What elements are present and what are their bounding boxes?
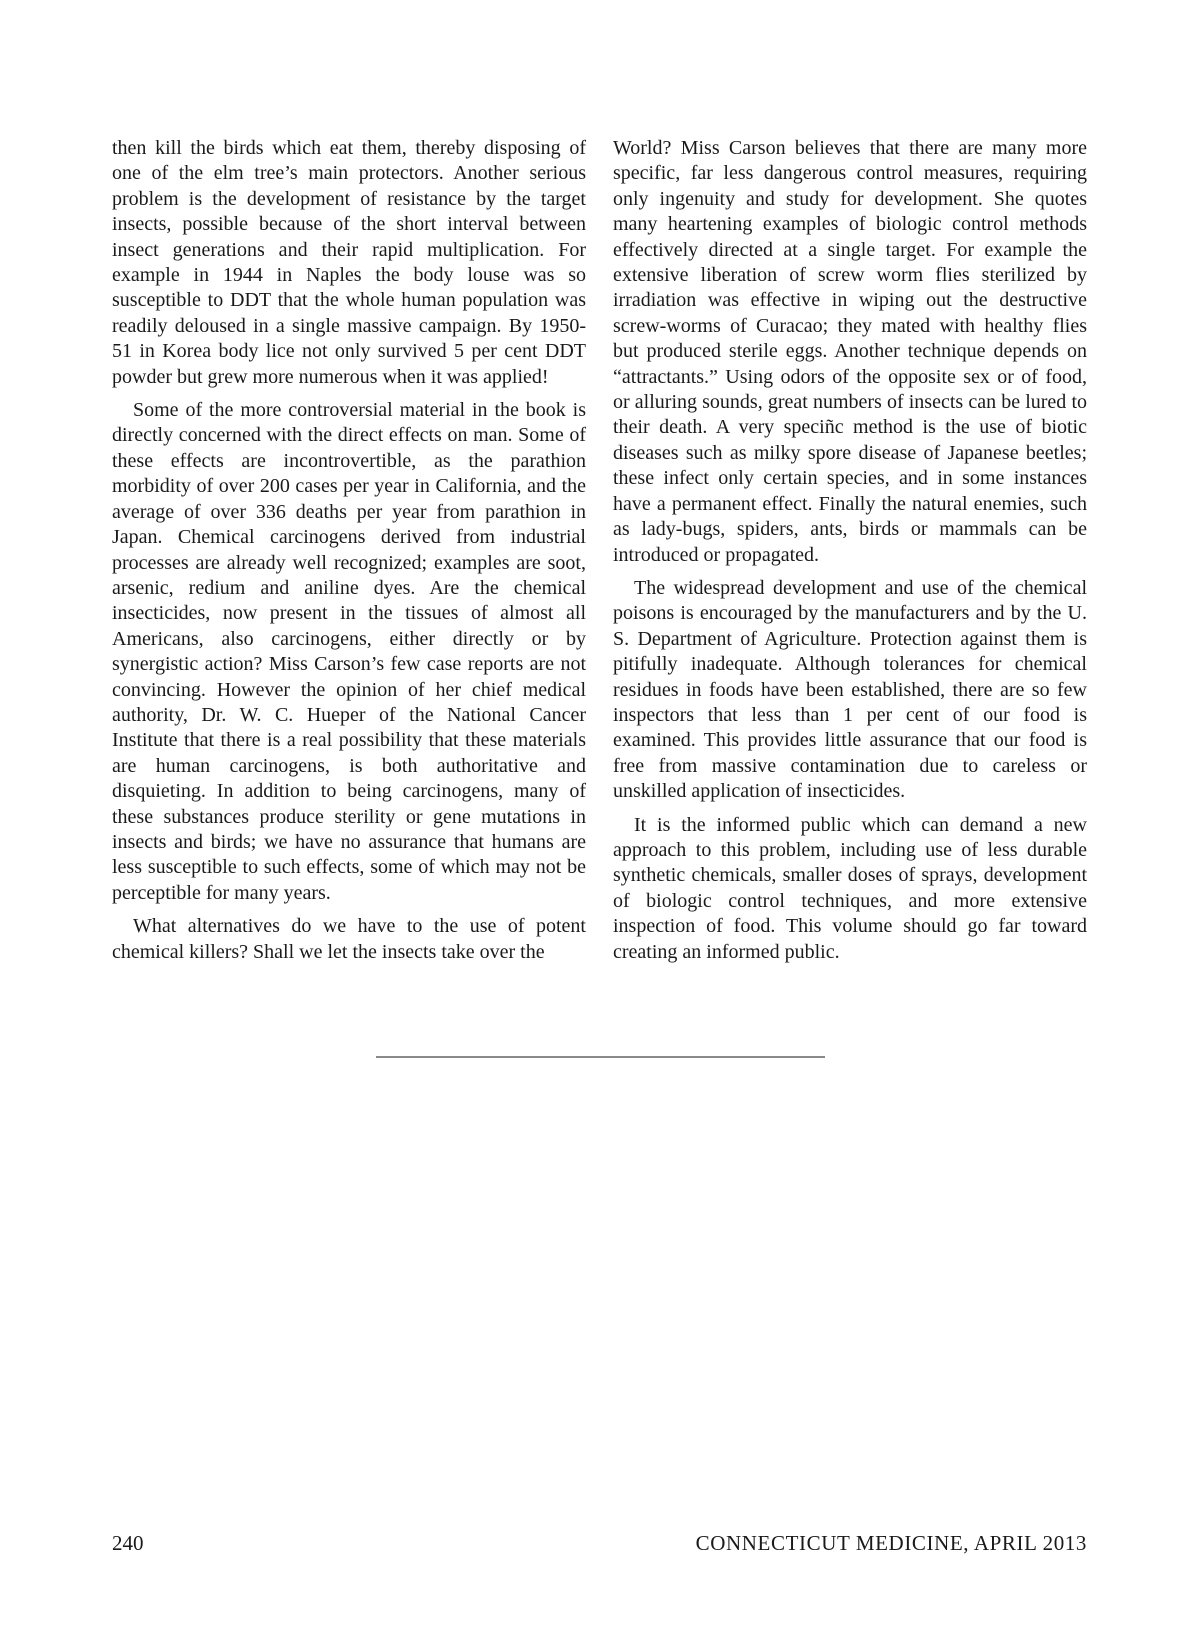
- right-text-column: [613, 136, 1087, 973]
- paragraph: Some of the more controversial material in the book is directly concerned with the direct effects on man. Some of these effects are incontrovertible, as the parathion morbidity of over 200 cases per year in California, and the average of over 336 deaths per year from parathion in Japan. Chemical carcinogens derived from industrial processes are already well recognized; examples are soot, arsenic, redium and aniline dyes. Are the chemical insecticides, now present in the tissues of almost all Americans, also carcinogens, either directly or by synergistic action? Miss Carson’s few case reports are not convincing. However the opinion of her chief medical authority, Dr. W. C. Hueper of the National Cancer Institute that there is a real possibility that these materials are human carcinogens, is both authoritative and disquieting. In addition to being carcinogens, many of these substances produce sterility or gene mutations in insects and birds; we have no assurance that humans are less susceptible to such effects, some of which may not be perceptible for many years.: [112, 399, 586, 904]
- paragraph: The widespread development and use of the chemical poisons is encouraged by the manufacturers and by the U. S. Department of Agriculture. Protection against them is pitifully inadequate. Although tolerances for chemical residues in foods have been established, there are so few inspectors that less than 1 per cent of our food is examined. This provides little assurance that our food is free from massive contamination due to careless or unskilled application of insecticides.: [613, 576, 1087, 803]
- paragraph: then kill the birds which eat them, thereby disposing of one of the elm tree’s main protectors. Another serious problem is the development of resistance by the target insects, possible because of the short interval between insect generations and their rapid multiplication. For example in 1944 in Naples the body louse was so susceptible to DDT that the whole human population was readily deloused in a single massive campaign. By 1950-51 in Korea body lice not only survived 5 per cent DDT powder but grew more numerous when it was applied!: [112, 137, 586, 388]
- paragraph: World? Miss Carson believes that there are many more specific, far less dangerous control measures, requiring only ingenuity and study for development. She quotes many heartening examples of biologic control methods effectively directed at a single target. For example the extensive liberation of screw worm flies sterilized by irradiation was effective in wiping out the destructive screw-worms of Curacao; they mated with healthy flies but produced sterile eggs. Another technique depends on “attractants.” Using odors of the opposite sex or of food, or alluring sounds, great numbers of insects can be lured to their death. A very speciñc method is the use of biotic diseases such as milky spore disease of Japanese beetles; these infect only certain species, and in some instances have a permanent effect. Finally the natural enemies, such as lady-bugs, spiders, ants, birds or mammals can be introduced or propagated.: [613, 137, 1087, 566]
- paragraph: It is the informed public which can demand a new approach to this problem, including use of less durable synthetic chemicals, smaller doses of sprays, development of biologic control techniques, and more extensive inspection of food. This volume should go far toward creating an informed public.: [613, 813, 1087, 963]
- page-number: 240: [112, 1531, 144, 1555]
- left-text-column: [112, 136, 586, 973]
- paragraph: What alternatives do we have to the use of potent chemical killers? Shall we let the insects take over the: [112, 915, 586, 963]
- section-divider: [376, 1056, 825, 1058]
- journal-running-footer: CONNECTICUT MEDICINE, APRIL 2013: [695, 1531, 1087, 1555]
